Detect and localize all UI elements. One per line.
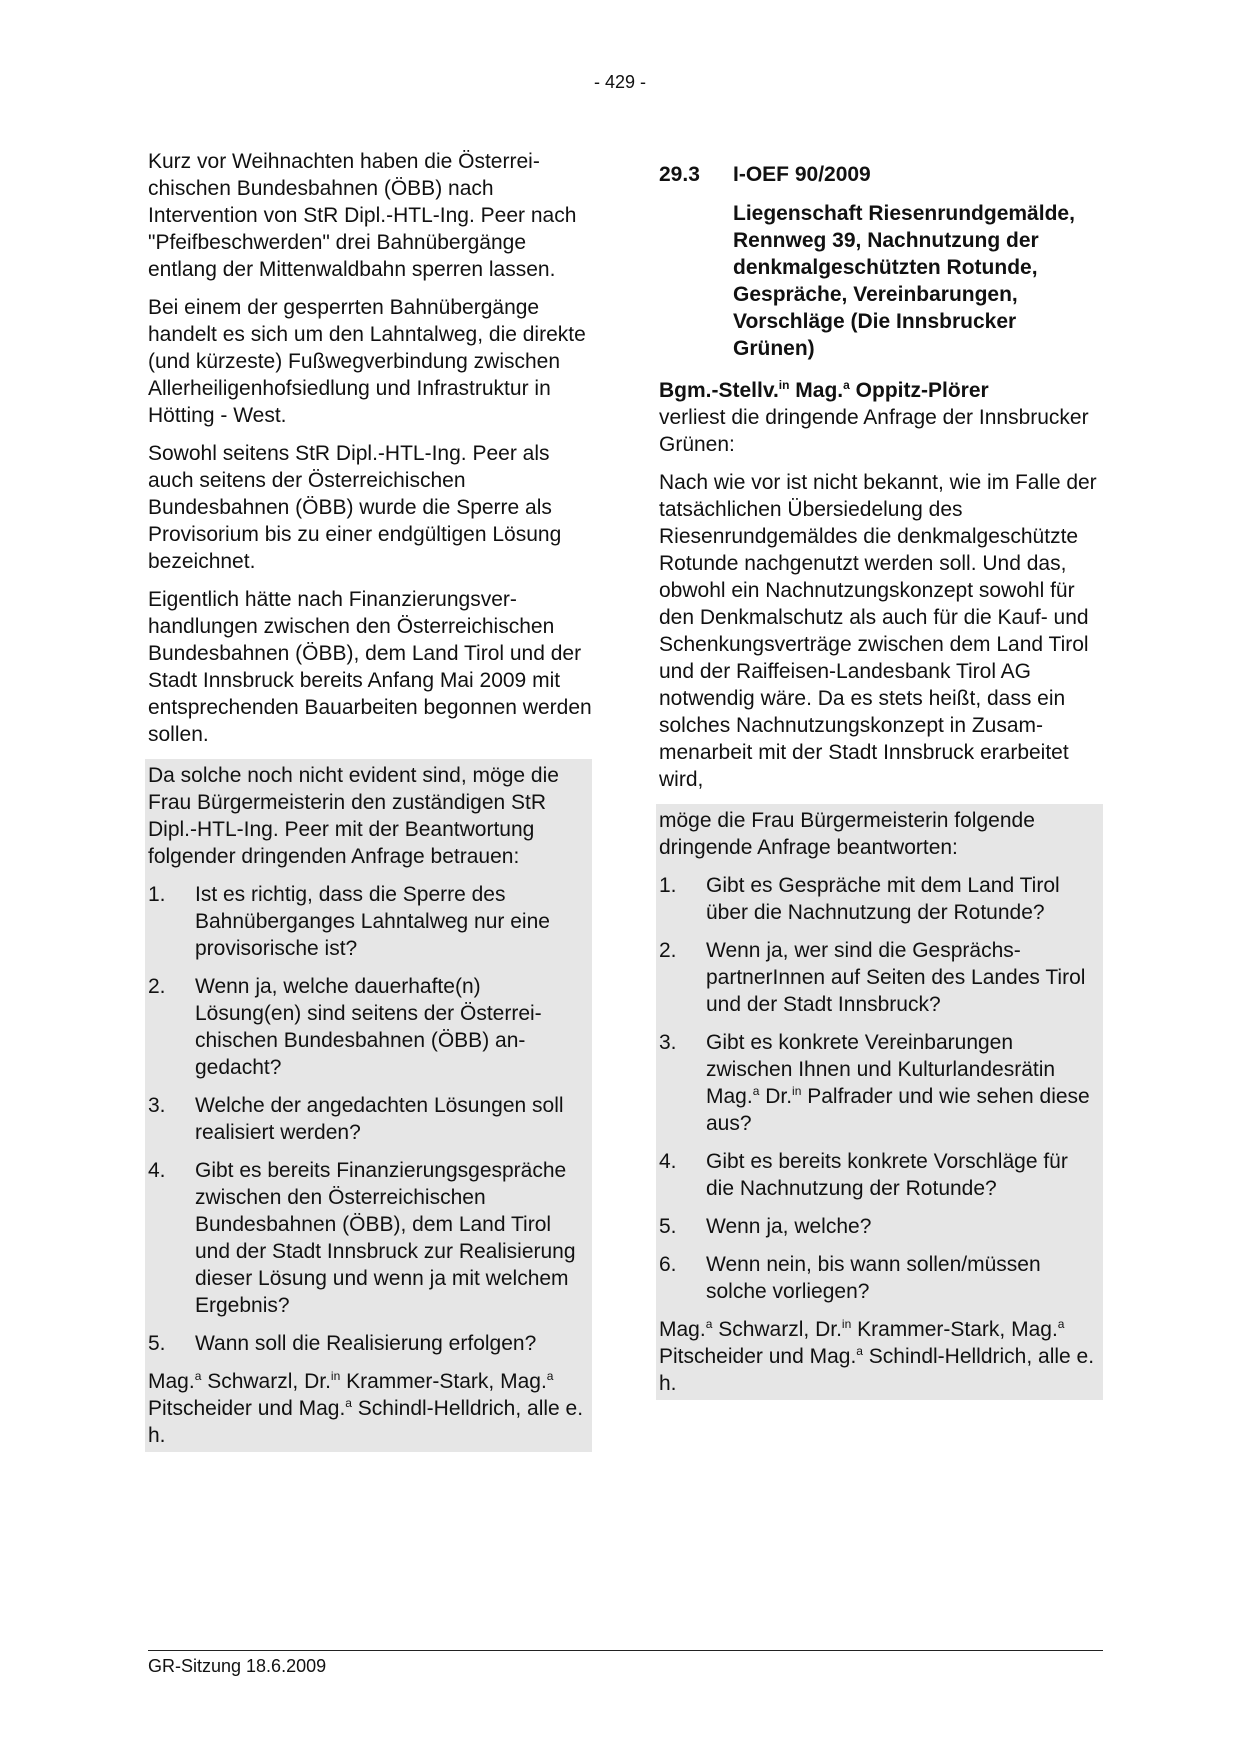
item-text: Ist es richtig, dass die Sperre des Bahnüberganges Lahntalweg nur eine provisorische ist?	[195, 883, 550, 960]
speaker-paragraph	[659, 377, 1103, 458]
paragraph: Eigentlich hätte nach Finanzierungsverhandlungen zwischen den Österreichischen Bundesbahnen (ÖBB), dem Land Tirol und der Stadt Innsbruck bereits Anfang Mai 2009 mit entsprechenden Bauarbeiten begonnen werden sollen.	[148, 588, 592, 746]
question-list	[148, 881, 589, 1357]
item-number: 4.	[148, 1159, 166, 1182]
section-code: I-OEF 90/2009	[733, 163, 871, 186]
right-column	[659, 161, 1103, 1400]
footer-text: GR-Sitzung 18.6.2009	[148, 1656, 327, 1676]
list-item	[148, 1092, 589, 1146]
list-item	[148, 973, 589, 1081]
item-number: 3.	[148, 1094, 166, 1117]
left-column	[148, 148, 592, 1452]
item-number: 2.	[659, 939, 677, 962]
item-number: 1.	[659, 874, 677, 897]
section-subject: Liegenschaft Riesenrundgemälde, Rennweg 39, Nachnutzung der denkmalgeschützten Rotunde, Gespräche, Vereinbarungen, Vorschläge (Die Innsbrucker Grünen)	[733, 202, 1075, 360]
paragraph: Bei einem der gesperrten Bahnübergänge handelt es sich um den Lahntalweg, die direkte (und kürzeste) Fußwegverbindung zwischen Allerheiligenhofsiedlung und Infrastruktur in Hötting - West.	[148, 296, 586, 427]
paragraph: Nach wie vor ist nicht bekannt, wie im Falle der tatsächlichen Übersiedelung des Riesenrundgemäldes die denkmalgeschützte Rotunde nachgenutzt werden soll. Und das, obwohl ein Nachnutzungskonzept sowohl für den Denkmalschutz als auch für die Kauf- und Schenkungsverträge zwischen dem Land Tirol und der Raiffeisen-Landesbank Tirol AG notwendig wäre. Da es stets heißt, dass ein solches Nachnutzungskonzept in Zusammenarbeit mit der Stadt Innsbruck erarbeitet wird,	[659, 471, 1097, 791]
item-text: Gibt es Gespräche mit dem Land Tirol über die Nachnutzung der Rotunde?	[706, 874, 1060, 924]
list-item	[659, 1213, 1100, 1240]
request-block	[145, 759, 592, 1452]
paragraph: Sowohl seitens StR Dipl.-HTL-Ing. Peer als auch seitens der Österreichischen Bundesbahnen (ÖBB) wurde die Sperre als Provisorium bis zu einer endgültigen Lösung bezeichnet.	[148, 442, 562, 573]
item-text: Gibt es bereits konkrete Vorschläge für die Nachnutzung der Rotunde?	[706, 1150, 1068, 1200]
item-text: Wenn nein, bis wann sollen/müssen solche vorliegen?	[706, 1253, 1041, 1303]
item-text: Wenn ja, welche?	[706, 1215, 872, 1238]
item-text: Welche der angedachten Lösungen soll realisiert werden?	[195, 1094, 564, 1144]
page-number: - 429 -	[593, 72, 647, 92]
item-text: Wenn ja, welche dauerhafte(n) Lösung(en) sind seitens der Österreichischen Bundesbahnen (ÖBB) angedacht?	[195, 975, 542, 1079]
item-number: 4.	[659, 1150, 677, 1173]
section-heading	[659, 161, 1103, 188]
question-list	[659, 872, 1100, 1305]
list-item	[659, 937, 1100, 1018]
request-intro: Da solche noch nicht evident sind, möge die Frau Bürgermeisterin den zuständigen StR Dipl.-HTL-Ing. Peer mit der Beantwortung folgender dringenden Anfrage betrauen:	[148, 764, 559, 868]
list-item	[148, 1330, 589, 1357]
section-number: 29.3	[659, 163, 700, 186]
signatures: Mag.$^a$ Schwarzl, Dr.$^{in}$ Krammer-Stark, Mag.$^a$ Pitscheider und Mag.$^a$ Schindl-Helldrich, alle e. h.	[148, 1369, 584, 1447]
speaker-name: Bgm.-Stellv.$^{in}$ Mag.$^a$ Oppitz-Plörer	[659, 378, 989, 402]
item-number: 5.	[148, 1332, 166, 1355]
list-item	[659, 1029, 1100, 1137]
item-number: 5.	[659, 1215, 677, 1238]
list-item	[659, 1251, 1100, 1305]
item-text: Gibt es bereits Finanzierungsgespräche zwischen den Österreichischen Bundesbahnen (ÖBB), dem Land Tirol und der Stadt Innsbruck zur Realisierung dieser Lösung und wenn ja mit welchem Ergebnis?	[195, 1159, 576, 1317]
item-number: 3.	[659, 1031, 677, 1054]
item-number: 1.	[148, 883, 166, 906]
request-intro: möge die Frau Bürgermeisterin folgende dringende Anfrage beantworten:	[659, 809, 1035, 859]
item-text: Wann soll die Realisierung erfolgen?	[195, 1332, 537, 1355]
list-item	[659, 1148, 1100, 1202]
item-text: Gibt es konkrete Vereinbarungen zwischen Ihnen und Kulturlandesrätin Mag.$^a$ Dr.$^{in}$ Palfrader und wie sehen diese aus?	[706, 1031, 1090, 1135]
footer-divider	[148, 1650, 1103, 1651]
paragraph: Kurz vor Weihnachten haben die Österreichischen Bundesbahnen (ÖBB) nach Intervention von StR Dipl.-HTL-Ing. Peer nach "Pfeifbeschwerden" drei Bahnübergänge entlang der Mittenwaldbahn sperren lassen.	[148, 150, 577, 281]
list-item	[659, 872, 1100, 926]
item-number: 2.	[148, 975, 166, 998]
speaker-text: verliest die dringende Anfrage der Innsbrucker Grünen:	[659, 406, 1089, 456]
list-item	[148, 881, 589, 962]
list-item	[148, 1157, 589, 1319]
item-text: Wenn ja, wer sind die GesprächspartnerInnen auf Seiten des Landes Tirol und der Stadt Innsbruck?	[706, 939, 1086, 1016]
signatures: Mag.$^a$ Schwarzl, Dr.$^{in}$ Krammer-Stark, Mag.$^a$ Pitscheider und Mag.$^a$ Schindl-Helldrich, alle e. h.	[659, 1317, 1095, 1395]
item-number: 6.	[659, 1253, 677, 1276]
request-block	[656, 804, 1103, 1400]
